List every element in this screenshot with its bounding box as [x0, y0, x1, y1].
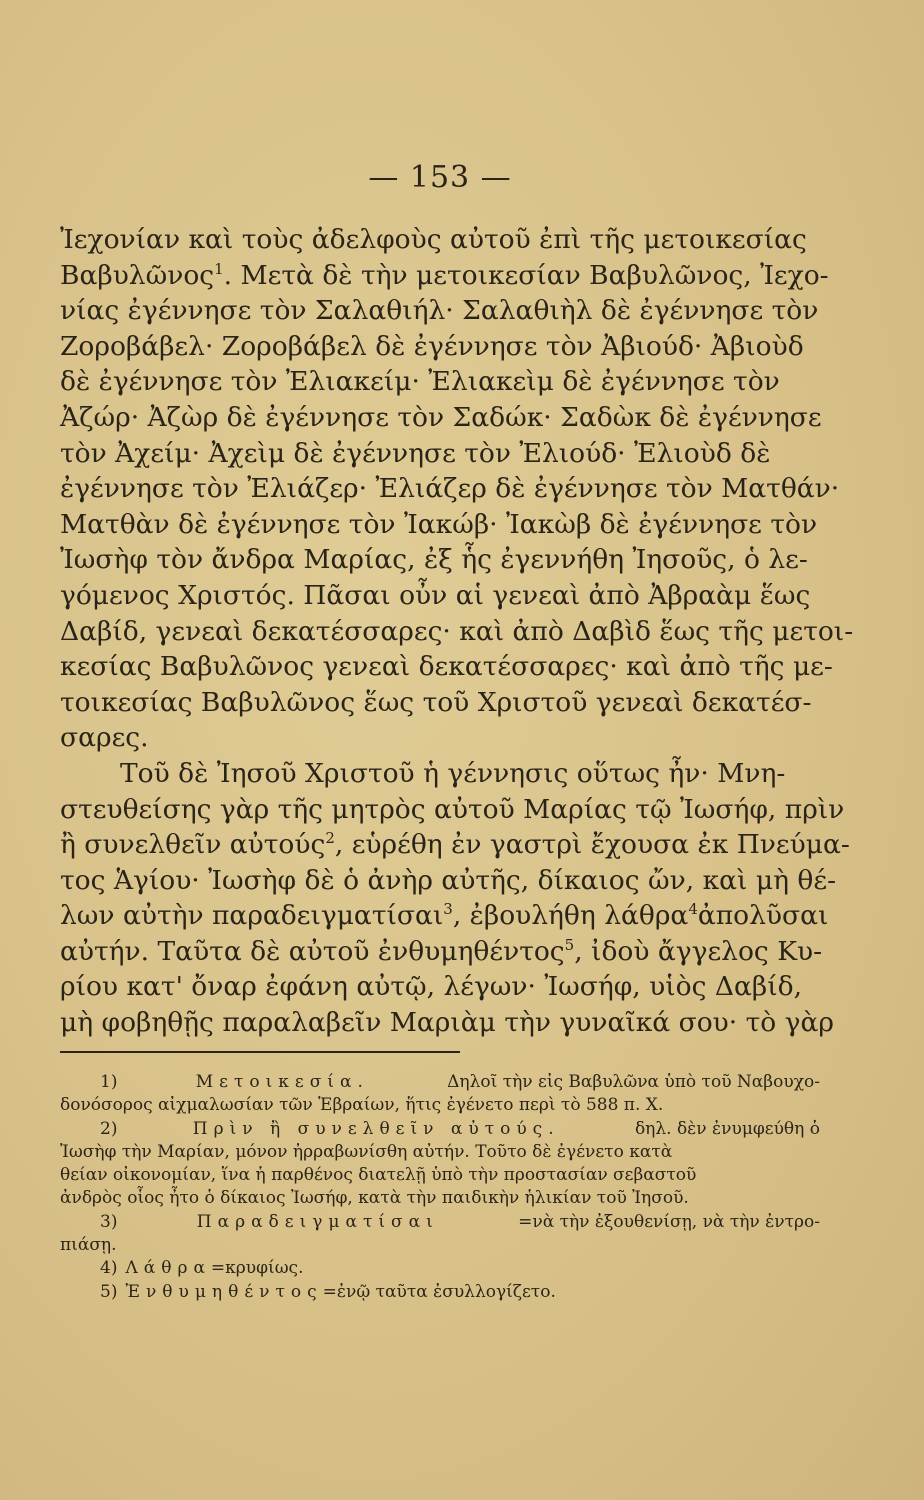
- text-segment: ἐγέννησε τὸν Ἐλιάζερ· Ἐλιάζερ δὲ ἐγέννησε τὸν Ματθάν·: [60, 473, 840, 505]
- footnote-term: Πρὶν ἢ συνελθεῖν αὐτούς.: [192, 1118, 560, 1139]
- footnote-line: [60, 1164, 820, 1187]
- footnote-text: =νὰ τὴν ἐξουθενίσῃ, νὰ τὴν ἐντρο-: [518, 1211, 820, 1232]
- footnote-term: Μετοικεσία.: [195, 1072, 369, 1092]
- text-segment: σαρες.: [60, 722, 149, 754]
- text-line: [60, 329, 820, 365]
- text-segment: Ἰωσὴφ τὸν ἄνδρα Μαρίας, ἐξ ἧς ἐγεννήθη Ἰησοῦς, ὁ λε-: [60, 544, 808, 576]
- text-segment: Ἰεχονίαν καὶ τοὺς ἀδελφοὺς αὐτοῦ ἐπὶ τῆς μετοικεσίας: [60, 224, 807, 255]
- footnote-number: 5): [100, 1281, 118, 1302]
- text-line: [60, 542, 820, 578]
- text-line: [60, 222, 820, 258]
- text-line: [60, 507, 820, 543]
- text-line: [60, 934, 823, 970]
- footnote-number: 1): [100, 1072, 118, 1092]
- text-segment: λων αὐτὴν παραδειγματίσαι$^3$, ἐβουλήθη λάθρα$^4$ἀπολῦσαι: [60, 900, 829, 932]
- footnote-text: θείαν οἰκονομίαν, ἵνα ἡ παρθένος διατελῇ ὑπὸ τὴν προστασίαν σεβαστοῦ: [60, 1165, 697, 1186]
- footnote-line: [60, 1187, 820, 1210]
- text-segment: αὐτήν. Ταῦτα δὲ αὐτοῦ ἐνθυμηθέντος$^5$, ἰδοὺ ἄγγελος Κυ-: [60, 935, 823, 967]
- footnote-term: Ἐνθυμηθέντος: [125, 1281, 323, 1302]
- text-segment: Δαβίδ, γενεαὶ δεκατέσσαρες· καὶ ἀπὸ Δαβὶδ ἕως τῆς μετοι-: [60, 615, 854, 647]
- footnote-divider: [60, 1051, 460, 1053]
- footnote-text: =ἐνῷ ταῦτα ἐσυλλογίζετο.: [322, 1281, 556, 1302]
- text-segment: Τοῦ δὲ Ἰησοῦ Χριστοῦ ἡ γέννησις οὕτως ἦν· Μνη-: [120, 757, 786, 789]
- footnote-term: Παραδειγματίσαι: [196, 1211, 439, 1232]
- text-segment: Ἀζώρ· Ἀζὼρ δὲ ἐγέννησε τὸν Σαδώκ· Σαδὼκ δὲ ἐγέννησε: [60, 401, 822, 433]
- footnote-line: [60, 1281, 820, 1304]
- text-line: [60, 364, 820, 400]
- text-line: [60, 720, 820, 756]
- footnotes: [60, 1071, 820, 1304]
- footnote-text: ἀνδρὸς οἷος ἦτο ὁ δίκαιος Ἰωσήφ, κατὰ τὴν παιδικὴν ἡλικίαν τοῦ Ἰησοῦ.: [60, 1188, 689, 1209]
- footnote-ref: 4: [688, 900, 698, 919]
- text-line: [60, 827, 850, 863]
- footnote-text: Δηλοῖ τὴν εἰς Βαβυλῶνα ὑπὸ τοῦ Ναβουχο-: [447, 1072, 820, 1092]
- footnote-line: [60, 1094, 820, 1117]
- text-segment: στευθείσης γὰρ τῆς μητρὸς αὐτοῦ Μαρίας τῷ Ἰωσήφ, πρὶν: [60, 793, 845, 825]
- footnote-text: δηλ. δὲν ἐνυμφεύθη ὁ: [634, 1118, 820, 1139]
- text-segment: ρίου κατ' ὄναρ ἐφάνη αὐτῷ, λέγων· Ἰωσήφ, υἱὸς Δαβίδ,: [60, 971, 802, 1003]
- text-segment: Βαβυλῶνος$^1$. Μετὰ δὲ τὴν μετοικεσίαν Βαβυλῶνος, Ἰεχο-: [60, 259, 829, 291]
- footnote-term: Λάθρα: [125, 1258, 211, 1279]
- text-segment: νίας ἐγέννησε τὸν Σαλαθιήλ· Σαλαθιὴλ δὲ ἐγέννησε τὸν: [60, 295, 819, 327]
- footnote-number: 2): [100, 1118, 118, 1139]
- footnote-text: πιάσῃ.: [60, 1235, 117, 1256]
- text-line: [60, 614, 854, 650]
- text-segment: Ματθὰν δὲ ἐγέννησε τὸν Ἰακώβ· Ἰακὼβ δὲ ἐγέννησε τὸν: [60, 508, 818, 540]
- text-line: [60, 436, 820, 472]
- text-segment: κεσίας Βαβυλῶνος γενεαὶ δεκατέσσαρες· καὶ ἀπὸ τῆς με-: [60, 651, 833, 683]
- footnote-text: δονόσορος αἰχμαλωσίαν τῶν Ἑβραίων, ἥτις ἐγένετο περὶ τὸ 588 π. Χ.: [60, 1095, 664, 1116]
- text-segment: ἢ συνελθεῖν αὐτούς$^2$, εὑρέθη ἐν γαστρὶ ἔχουσα ἐκ Πνεύμα-: [60, 829, 850, 861]
- text-line: [60, 258, 829, 294]
- text-line: [60, 578, 820, 614]
- text-segment: δὲ ἐγέννησε τὸν Ἐλιακείμ· Ἐλιακεὶμ δὲ ἐγέννησε τὸν: [60, 366, 780, 398]
- text-line: [60, 649, 833, 685]
- footnote-ref: 2: [325, 829, 335, 848]
- footnote-number: 3): [100, 1211, 118, 1232]
- footnote-ref: 5: [564, 936, 575, 955]
- footnote-line: [60, 1211, 820, 1234]
- main-text: [60, 222, 854, 1041]
- footnote-number: 4): [100, 1258, 118, 1279]
- text-segment: Ζοροβάβελ· Ζοροβάβελ δὲ ἐγέννησε τὸν Ἀβιούδ· Ἀβιοὺδ: [60, 330, 804, 362]
- footnote-ref: 1: [214, 259, 224, 278]
- text-segment: μὴ φοβηθῇς παραλαβεῖν Μαριὰμ τὴν γυναῖκά σου· τὸ γὰρ: [60, 1007, 834, 1039]
- text-line: [60, 293, 820, 329]
- text-line: [60, 969, 820, 1005]
- footnote-line: [60, 1118, 820, 1141]
- footnote-line: [60, 1071, 820, 1094]
- footnote-line: [60, 1141, 820, 1164]
- text-segment: τὸν Ἀχείμ· Ἀχεὶμ δὲ ἐγέννησε τὸν Ἐλιούδ· Ἐλιοὺδ δὲ: [60, 437, 771, 469]
- text-line: [60, 898, 829, 934]
- text-line: [60, 400, 820, 436]
- footnote-line: [60, 1257, 820, 1280]
- text-segment: τοικεσίας Βαβυλῶνος ἕως τοῦ Χριστοῦ γενεαὶ δεκατέσ-: [60, 686, 812, 718]
- footnote-text: =κρυφίως.: [210, 1258, 304, 1279]
- text-line: [60, 792, 845, 828]
- text-segment: τος Ἁγίου· Ἰωσὴφ δὲ ὁ ἀνὴρ αὐτῆς, δίκαιος ὤν, καὶ μὴ θέ-: [60, 864, 837, 896]
- footnote-text: Ἰωσὴφ τὴν Μαρίαν, μόνον ἠρραβωνίσθη αὐτήν. Τοῦτο δὲ ἐγένετο κατὰ: [60, 1141, 673, 1162]
- text-segment: γόμενος Χριστός. Πᾶσαι οὖν αἱ γενεαὶ ἀπὸ Ἀβραὰμ ἕως: [60, 579, 811, 611]
- footnote-line: [60, 1234, 820, 1257]
- text-line: [60, 471, 840, 507]
- text-line: [60, 863, 837, 899]
- text-line: [60, 685, 820, 721]
- footnote-ref: 3: [443, 900, 453, 919]
- text-line: [60, 1005, 834, 1041]
- text-line: [60, 756, 820, 792]
- page-number: — 153 —: [368, 160, 512, 195]
